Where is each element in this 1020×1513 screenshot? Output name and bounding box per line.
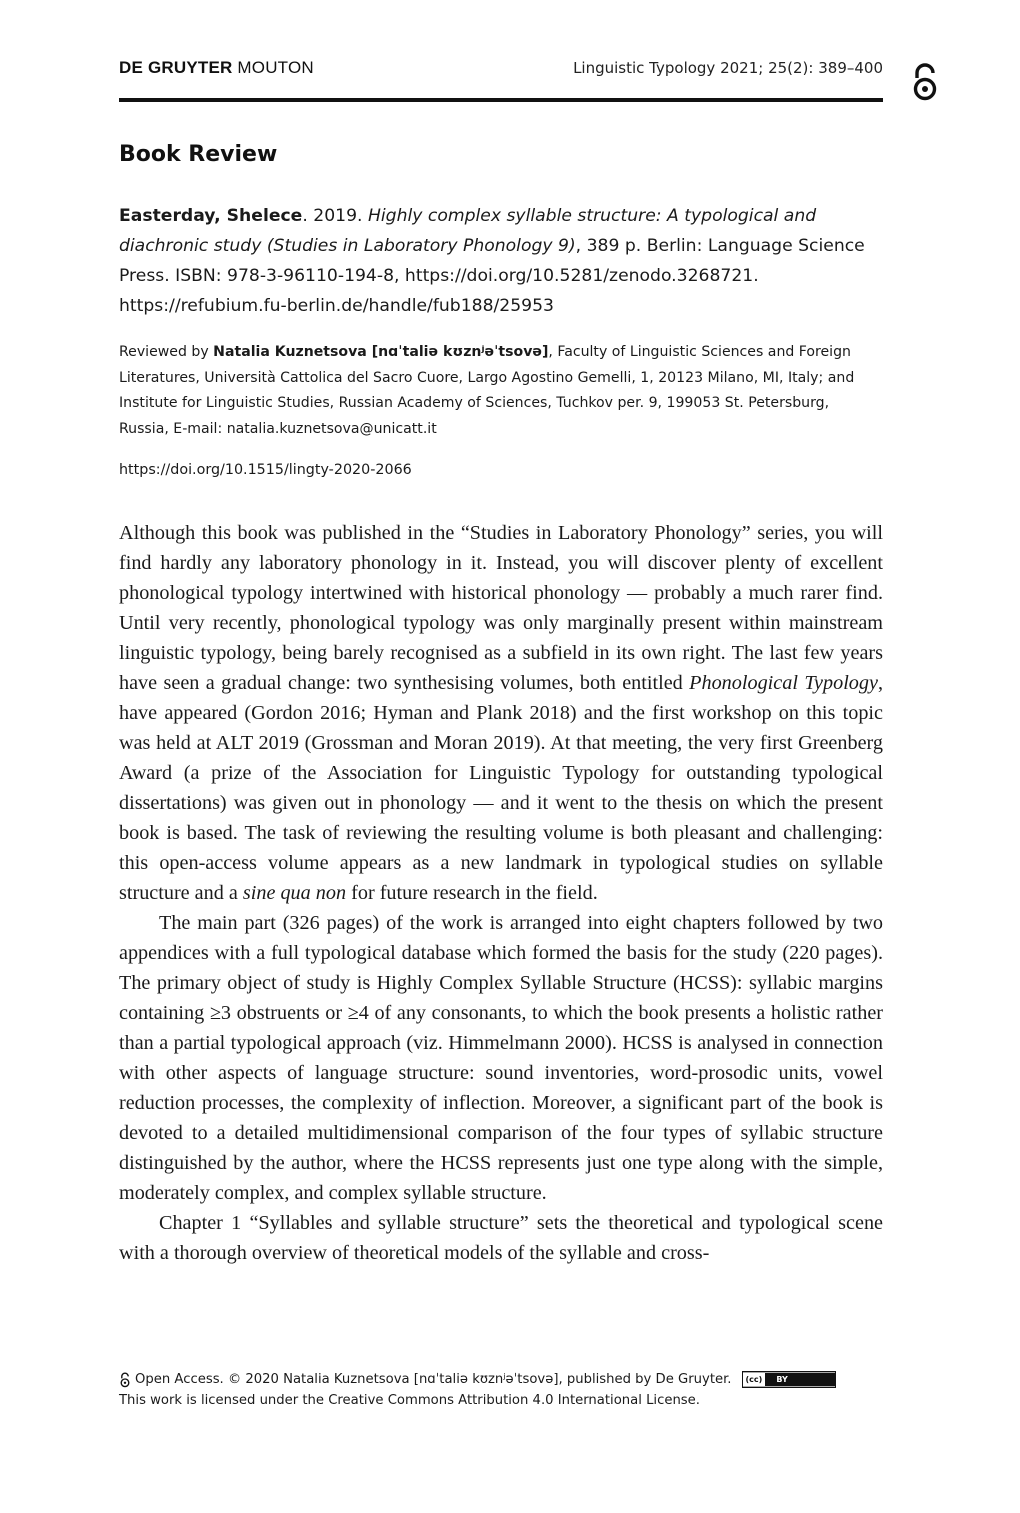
citation-title: Highly complex syllable structure: A typological and diachronic study (Studies in Laboratory Phonology 9)	[119, 206, 817, 256]
book-citation	[119, 201, 883, 321]
citation-year: . 2019.	[302, 206, 368, 226]
doi-link[interactable]: https://doi.org/10.1515/lingty-2020-2066	[119, 462, 412, 478]
cc-icon: (cc)	[743, 1373, 767, 1386]
paragraph-1-part-a: Although this book was published in the “Studies in Laboratory Phonology” series, you will find hardly any laboratory phonology in it. Instead, you will discover plenty of excellent phonological typology intertwined with historical phonology — probably a much rarer find. Until very recently, phonological typology was only marginally present within mainstream linguistic typology, being barely recognised as a subfield in its own right. The last few years have seen a gradual change: two synthesising volumes, both entitled	[119, 522, 883, 694]
article-body	[119, 518, 883, 1268]
footer-license-text: This work is licensed under the Creative Commons Attribution 4.0 International License.	[119, 1393, 700, 1408]
paragraph-3: Chapter 1 “Syllables and syllable structure” sets the theoretical and typological scene with a thorough overview of theoretical models of the syllable and cross-	[119, 1212, 883, 1264]
publisher-name	[119, 58, 314, 78]
by-icon: BY	[766, 1373, 834, 1386]
paragraph-2: The main part (326 pages) of the work is arranged into eight chapters followed by two appendices with a full typological database which formed the basis for the study (220 pages). The primary object of study is Highly Complex Syllable Structure (HCSS): syllabic margins containing ≥3 obstruents or ≥4 of any consonants, to which the book presents a holistic rather than a partial typological approach (viz. Himmelmann 2000). HCSS is analysed in connection with other aspects of language structure: sound inventories, word-prosodic units, vowel reduction processes, the complexity of inflection. Moreover, a significant part of the book is devoted to a detailed multidimensional comparison of the four types of syllabic structure distinguished by the author, where the HCSS represents just one type along with the simple, moderately complex, and complex syllable structure.	[119, 912, 883, 1204]
cc-by-license-badge[interactable]	[742, 1371, 836, 1388]
paragraph-1	[119, 518, 883, 908]
paragraph-1-part-c: for future research in the field.	[346, 882, 598, 904]
license-footer	[119, 1369, 883, 1411]
paragraph-1-italic-phrase: sine qua non	[242, 882, 347, 904]
section-title: Book Review	[119, 142, 278, 167]
open-access-small-icon	[119, 1372, 131, 1388]
reviewer-prefix: Reviewed by	[119, 344, 214, 360]
citation-details: , 389 p. Berlin: Language Science Press. ISBN: 978-3-96110-194-8, https://doi.org/10.5281/zenodo.3268721. https://refubium.fu-berlin.de/handle/fub188/25953	[119, 236, 865, 316]
journal-reference: Linguistic Typology 2021; 25(2): 389–400	[573, 59, 883, 77]
publisher-bold: DE GRUYTER	[119, 58, 233, 77]
reviewer-affiliation: , Faculty of Linguistic Sciences and Foreign Literatures, Università Cattolica del Sacro Cuore, Largo Agostino Gemelli, 1, 20123 Milano, MI, Italy; and Institute for Linguistic Studies, Russian Academy of Sciences, Tuchkov per. 9, 199053 St. Petersburg, Russia, E-mail: natalia.kuznetsova@unicatt.it	[119, 344, 855, 437]
running-header	[119, 58, 883, 88]
reviewer-name: Natalia Kuznetsova [nɑˈtaliə kʊznʲəˈtsovə]	[213, 344, 549, 360]
open-access-icon	[912, 62, 938, 102]
footer-open-access-text: Open Access. © 2020 Natalia Kuznetsova [nɑˈtaliə kʊznʲəˈtsovə], published by De Gruyter.	[135, 1372, 732, 1387]
reviewer-info	[119, 340, 883, 442]
footer-line-1	[119, 1369, 883, 1390]
paragraph-1-part-b: , have appeared (Gordon 2016; Hyman and Plank 2018) and the first workshop on this topic was held at ALT 2019 (Grossman and Moran 2019). At that meeting, the very first Greenberg Award (a prize of the Association for Linguistic Typology for outstanding typological dissertations) was given out in phonology — and it went to the thesis on which the present book is based. The task of reviewing the resulting volume is both pleasant and challenging: this open-access volume appears as a new landmark in typological studies on syllable structure and a	[119, 672, 883, 904]
header-rule	[119, 98, 883, 102]
paragraph-1-italic-title: Phonological Typology	[689, 672, 878, 694]
publisher-imprint: MOUTON	[237, 58, 314, 77]
citation-author: Easterday, Shelece	[119, 206, 303, 226]
